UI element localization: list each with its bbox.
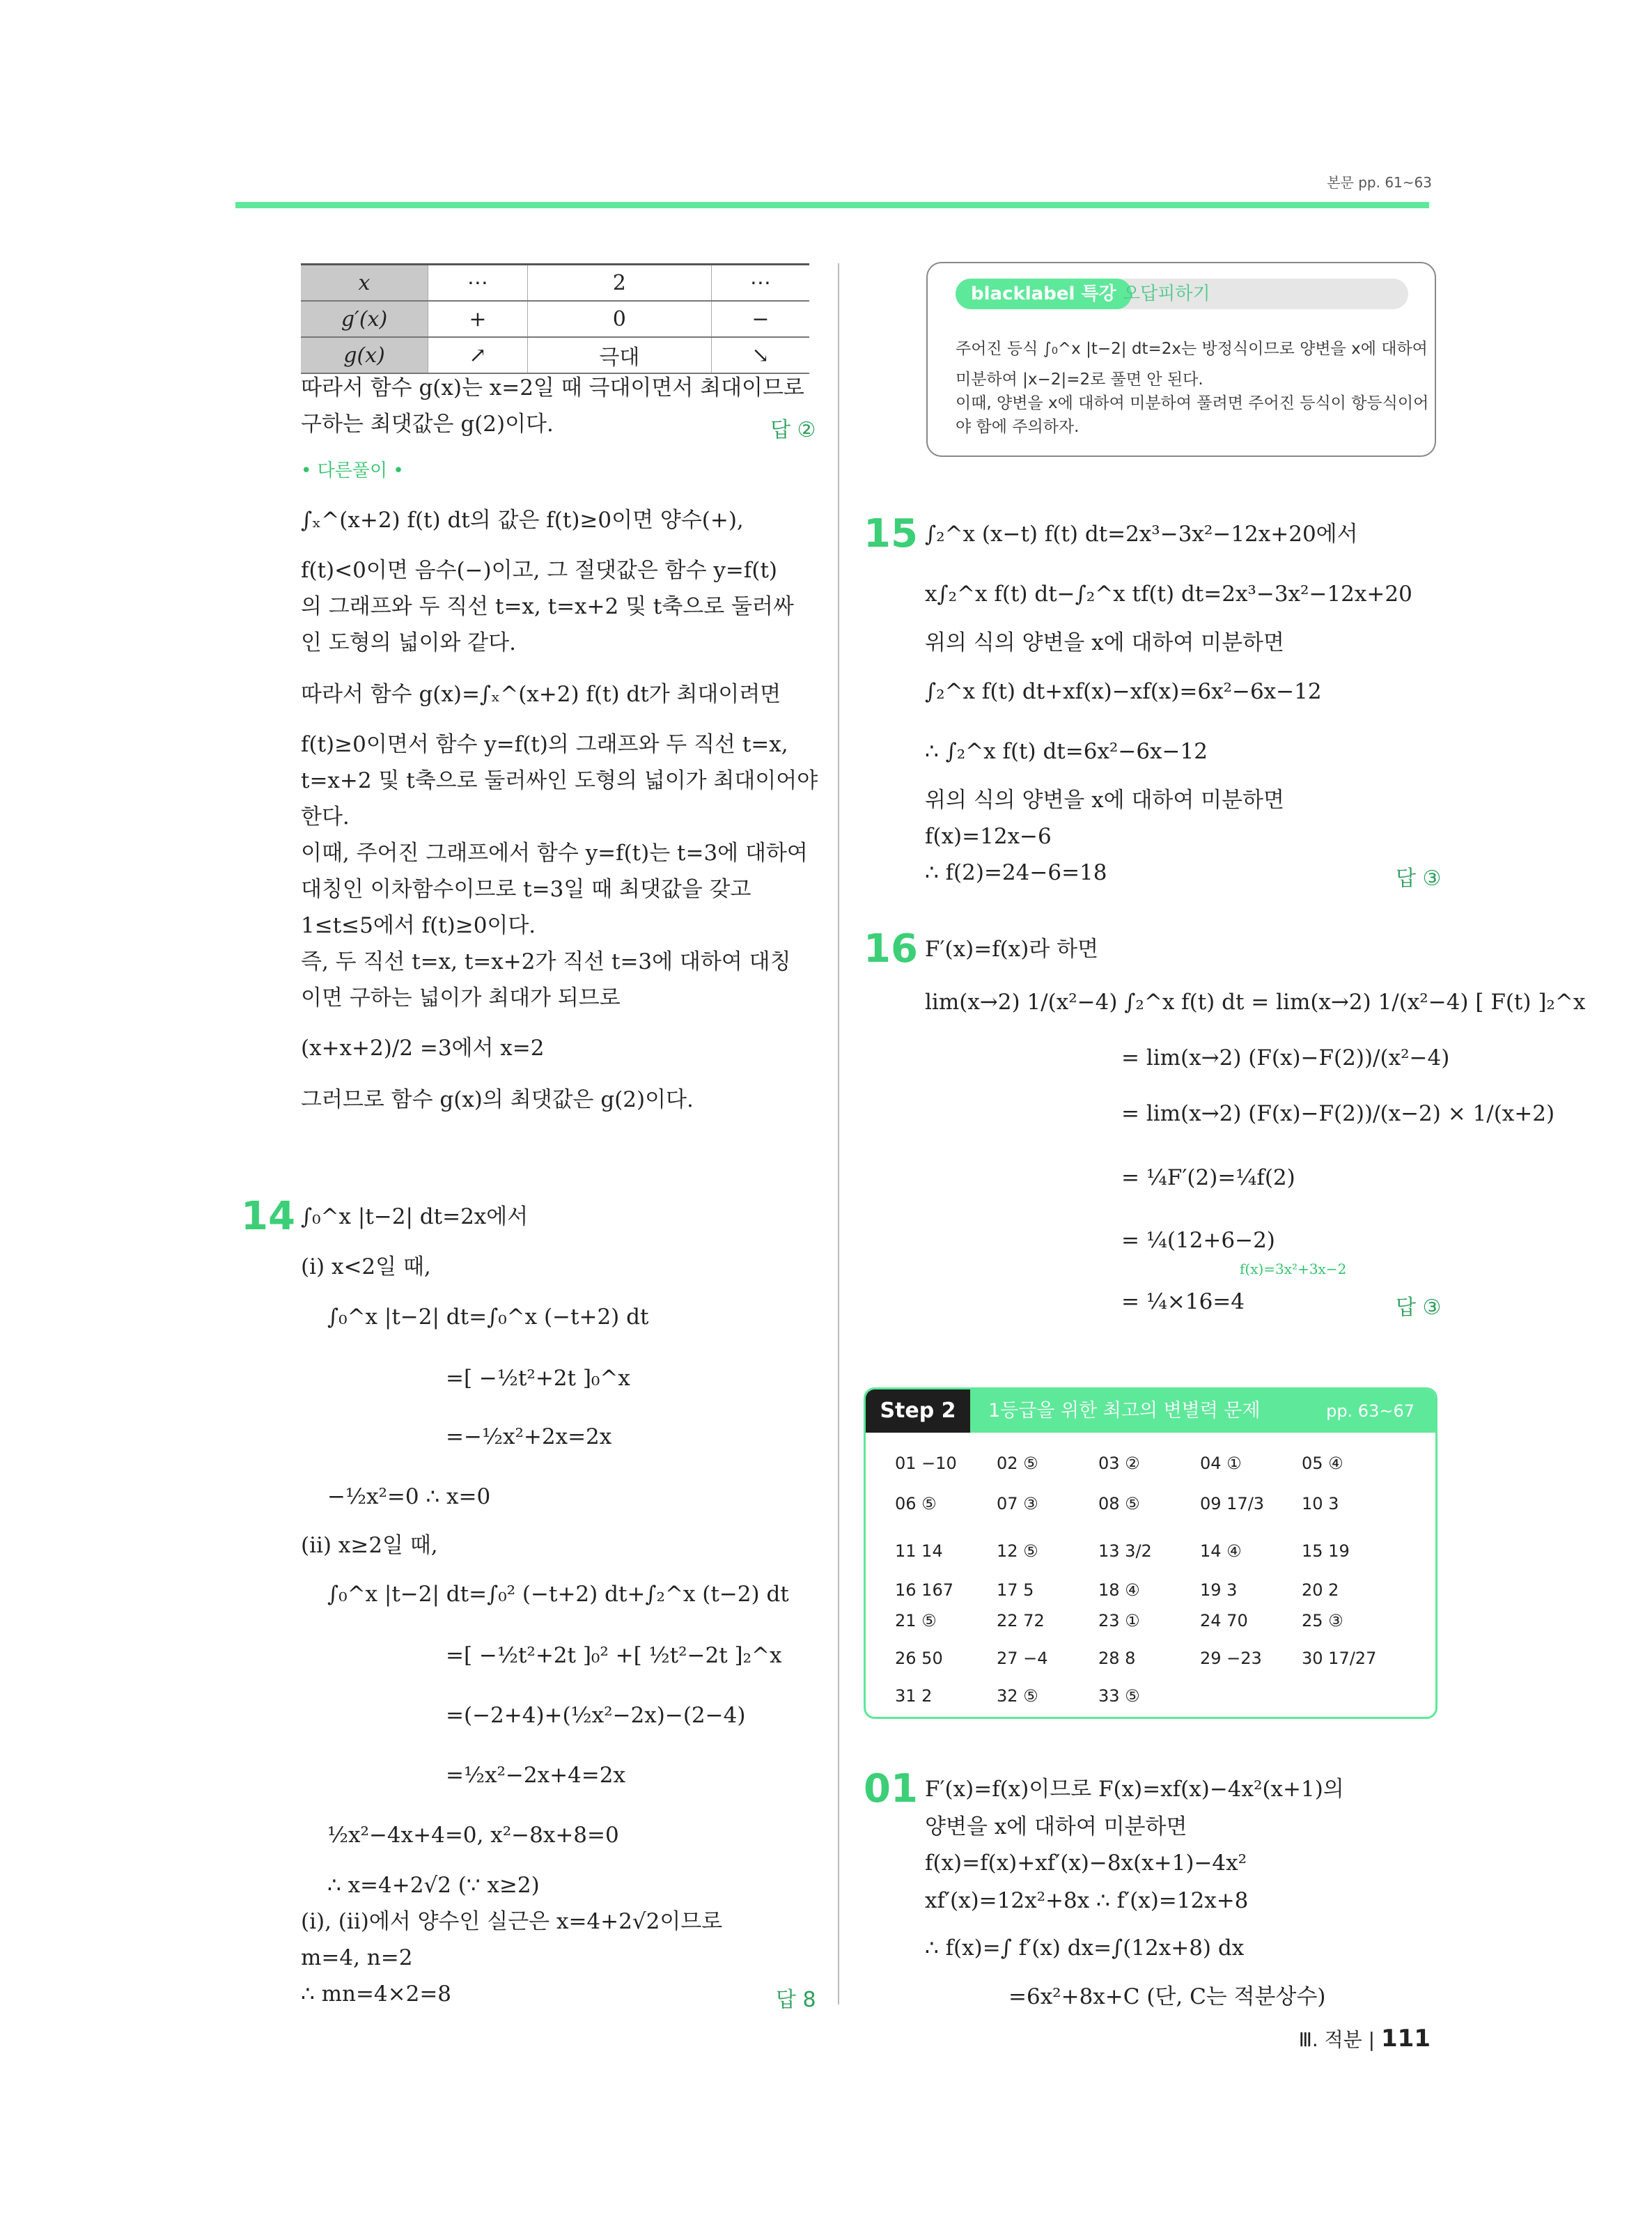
- text-line: ∴ f(x)=∫ f′(x) dx=∫(12x+8) dx: [925, 1936, 1245, 1961]
- answer-item: 08 ⑤: [1098, 1494, 1140, 1513]
- answer-item: 23 ①: [1098, 1611, 1140, 1630]
- text-line: ∴ ∫₂^x f(t) dt=6x²−6x−12: [925, 739, 1208, 764]
- text-line: 따라서 함수 g(x)는 x=2일 때 극대이면서 최대이므로: [301, 375, 804, 400]
- answer-item: 12 ⑤: [997, 1541, 1038, 1561]
- text-line: F′(x)=f(x)이므로 F(x)=xf(x)−4x²(x+1)의: [925, 1777, 1344, 1802]
- text-line: =(−2+4)+(½x²−2x)−(2−4): [446, 1703, 746, 1728]
- text-line: ∴ x=4+2√2 (∵ x≥2): [327, 1873, 540, 1898]
- text-line: 이면 구하는 넓이가 최대가 되므로: [301, 986, 621, 1011]
- text-line: 위의 식의 양변을 x에 대하여 미분하면: [925, 630, 1284, 655]
- text-line: (i), (ii)에서 양수인 실근은 x=4+2√2이므로: [301, 1909, 723, 1934]
- answer-item: 24 70: [1200, 1611, 1248, 1630]
- answer-item: 21 ⑤: [895, 1611, 937, 1630]
- answer-item: 09 17/3: [1200, 1494, 1265, 1513]
- answer-item: 06 ⑤: [895, 1494, 937, 1513]
- table-cell: ⋯: [428, 265, 528, 302]
- text-line: 한다.: [301, 804, 350, 830]
- table-cell: −: [711, 301, 809, 337]
- page-number: 111: [1381, 2025, 1431, 2053]
- answer-item: 33 ⑤: [1098, 1686, 1140, 1706]
- answer-item: 05 ④: [1302, 1454, 1343, 1473]
- table-cell: ⋯: [711, 265, 809, 302]
- answer-item: 28 8: [1098, 1649, 1136, 1668]
- answer-item: 11 14: [895, 1541, 943, 1561]
- text-line: f(t)<0이면 음수(−)이고, 그 절댓값은 함수 y=f(t): [301, 558, 778, 583]
- text-line: x∫₂^x f(t) dt−∫₂^x tf(t) dt=2x³−3x²−12x+20: [925, 582, 1412, 607]
- table-head: x: [301, 265, 428, 302]
- chapter-label: Ⅲ. 적분: [1298, 2028, 1362, 2051]
- text-line: = ¼(12+6−2): [1121, 1228, 1275, 1253]
- step2-title: 1등급을 위한 최고의 변별력 문제: [988, 1400, 1261, 1422]
- text-line: = lim(x→2) (F(x)−F(2))/(x−2) × 1/(x+2): [1121, 1101, 1555, 1126]
- text-line: =½x²−2x+4=2x: [446, 1763, 625, 1788]
- text-line: 따라서 함수 g(x)=∫ₓ^(x+2) f(t) dt가 최대이려면: [301, 682, 781, 707]
- answer-item: 20 2: [1302, 1580, 1339, 1600]
- note-tag: [956, 279, 1408, 309]
- answer-item: 26 50: [895, 1649, 943, 1668]
- page-reference: 본문 pp. 61~63: [1327, 174, 1432, 191]
- answer-item: 04 ①: [1200, 1454, 1242, 1473]
- table-head: g′(x): [301, 301, 428, 337]
- text-line: f(x)=f(x)+xf′(x)−8x(x+1)−4x²: [925, 1851, 1247, 1876]
- answer-item: 27 −4: [997, 1649, 1048, 1668]
- text-line: 1≤t≤5에서 f(t)≥0이다.: [301, 913, 536, 938]
- problem-number-01: 01: [864, 1766, 918, 1812]
- text-line: 이때, 주어진 그래프에서 함수 y=f(t)는 t=3에 대하여: [301, 841, 808, 866]
- answer-item: 32 ⑤: [997, 1686, 1038, 1706]
- footer: [1299, 2025, 1431, 2053]
- text-line: f(x)=12x−6: [925, 824, 1052, 849]
- text-line: 구하는 최댓값은 g(2)이다.: [301, 412, 554, 437]
- table-cell: 2: [527, 265, 711, 302]
- text-line: lim(x→2) 1/(x²−4) ∫₂^x f(t) dt = lim(x→2) 1/(x²−4) [ F(t) ]₂^x: [925, 990, 1586, 1015]
- answer-item: 02 ⑤: [997, 1454, 1038, 1473]
- step2-header: [866, 1389, 1435, 1433]
- text-line: ∫₂^x (x−t) f(t) dt=2x³−3x²−12x+20에서: [925, 522, 1358, 547]
- text-line: =[ −½t²+2t ]₀^x: [446, 1366, 630, 1391]
- answer-item: 07 ③: [997, 1494, 1038, 1513]
- table-row: [301, 337, 809, 373]
- answer-13: 답 ②: [770, 418, 816, 442]
- text-line: m=4, n=2: [301, 1945, 413, 1970]
- note-tag-label: blacklabel 특강: [956, 279, 1132, 309]
- text-line: ∴ f(2)=24−6=18: [925, 860, 1107, 885]
- text-line: ½x²−4x+4=0, x²−8x+8=0: [327, 1823, 619, 1848]
- step2-label: Step 2: [866, 1389, 970, 1433]
- answer-item: 22 72: [997, 1611, 1045, 1630]
- note-tag-sub: 오답피하기: [1123, 283, 1210, 304]
- text-line: ∫₂^x f(t) dt+xf(x)−xf(x)=6x²−6x−12: [925, 679, 1322, 704]
- text-line: (i) x<2일 때,: [301, 1254, 431, 1279]
- step2-answer-box: [864, 1387, 1437, 1719]
- answer-item: 29 −23: [1200, 1649, 1262, 1668]
- answer-item: 18 ④: [1098, 1580, 1140, 1600]
- text-line: 인 도형의 넓이와 같다.: [301, 630, 516, 655]
- variation-table: [301, 263, 809, 374]
- text-line: (x+x+2)/2 =3에서 x=2: [301, 1036, 545, 1061]
- answer-item: 15 19: [1302, 1541, 1350, 1561]
- text-line: 대칭인 이차함수이므로 t=3일 때 최댓값을 갖고: [301, 877, 751, 902]
- text-line: 즉, 두 직선 t=x, t=x+2가 직선 t=3에 대하여 대칭: [301, 949, 791, 974]
- answer-item: 19 3: [1200, 1580, 1238, 1600]
- answer-item: 13 3/2: [1098, 1541, 1152, 1561]
- answer-item: 25 ③: [1302, 1611, 1343, 1630]
- blacklabel-note: [926, 262, 1436, 457]
- text-line: F′(x)=f(x)라 하면: [925, 937, 1099, 962]
- table-row: [301, 301, 809, 337]
- text-line: f(t)≥0이면서 함수 y=f(t)의 그래프와 두 직선 t=x,: [301, 732, 788, 757]
- text-line: =6x²+8x+C (단, C는 적분상수): [1008, 1984, 1326, 2009]
- answer-item: 30 17/27: [1302, 1649, 1377, 1668]
- answer-item: 03 ②: [1098, 1454, 1140, 1473]
- answer-item: 16 167: [895, 1580, 953, 1600]
- text-line: ∫₀^x |t−2| dt=2x에서: [301, 1204, 529, 1229]
- note-line: 주어진 등식 ∫₀^x |t−2| dt=2x는 방정식이므로 양변을 x에 대하여: [956, 340, 1428, 358]
- table-cell: 극대: [527, 337, 711, 373]
- text-line: 위의 식의 양변을 x에 대하여 미분하면: [925, 788, 1284, 813]
- answer-item: 01 −10: [895, 1454, 957, 1473]
- text-line: =−½x²+2x=2x: [446, 1424, 612, 1449]
- text-line: (ii) x≥2일 때,: [301, 1533, 438, 1558]
- hint-note: f(x)=3x²+3x−2: [1240, 1261, 1347, 1277]
- note-line: 미분하여 |x−2|=2로 풀면 안 된다.: [956, 371, 1203, 389]
- text-line: ∴ mn=4×2=8: [301, 1981, 452, 2007]
- text-line: 양변을 x에 대하여 미분하면: [925, 1814, 1187, 1839]
- text-line: ∫ₓ^(x+2) f(t) dt의 값은 f(t)≥0이면 양수(+),: [301, 508, 744, 533]
- text-line: 의 그래프와 두 직선 t=x, t=x+2 및 t축으로 둘러싸: [301, 594, 794, 619]
- answer-item: 17 5: [997, 1580, 1034, 1600]
- answer-item: 14 ④: [1200, 1541, 1242, 1561]
- text-line: ∫₀^x |t−2| dt=∫₀^x (−t+2) dt: [327, 1305, 649, 1330]
- text-line: ∫₀^x |t−2| dt=∫₀² (−t+2) dt+∫₂^x (t−2) dt: [327, 1582, 789, 1607]
- note-line: 야 함에 주의하자.: [956, 418, 1080, 436]
- top-rule: [235, 202, 1429, 208]
- footer-separator: |: [1368, 2028, 1382, 2051]
- answer-14: 답 8: [776, 1988, 816, 2012]
- text-line: xf′(x)=12x²+8x ∴ f′(x)=12x+8: [925, 1888, 1249, 1913]
- table-cell: ↗: [428, 337, 528, 373]
- answer-item: 31 2: [895, 1686, 933, 1706]
- text-line: = lim(x→2) (F(x)−F(2))/(x²−4): [1121, 1045, 1450, 1070]
- note-line: 이때, 양변을 x에 대하여 미분하여 풀려면 주어진 등식이 항등식이어: [956, 394, 1429, 412]
- answer-item: 10 3: [1302, 1494, 1339, 1513]
- answer-16: 답 ③: [1396, 1295, 1442, 1320]
- text-line: −½x²=0 ∴ x=0: [327, 1484, 491, 1509]
- text-line: = ¼×16=4: [1121, 1289, 1245, 1314]
- text-line: t=x+2 및 t축으로 둘러싸인 도형의 넓이가 최대이어야: [301, 768, 818, 793]
- text-line: =[ −½t²+2t ]₀² +[ ½t²−2t ]₂^x: [446, 1643, 782, 1668]
- table-cell: +: [428, 301, 528, 337]
- table-cell: 0: [527, 301, 711, 337]
- table-cell: ↘: [711, 337, 809, 373]
- text-line: = ¼F′(2)=¼f(2): [1121, 1165, 1295, 1190]
- column-divider: [838, 263, 839, 2004]
- text-line: 그러므로 함수 g(x)의 최댓값은 g(2)이다.: [301, 1087, 694, 1112]
- alt-solution-label: • 다른풀이 •: [301, 460, 404, 481]
- problem-number-14: 14: [241, 1194, 295, 1239]
- table-row: [301, 265, 809, 302]
- problem-number-16: 16: [864, 926, 918, 972]
- table-head: g(x): [301, 337, 428, 373]
- problem-number-15: 15: [864, 511, 918, 556]
- step2-pages: pp. 63~67: [1326, 1401, 1415, 1421]
- answer-15: 답 ③: [1396, 866, 1442, 891]
